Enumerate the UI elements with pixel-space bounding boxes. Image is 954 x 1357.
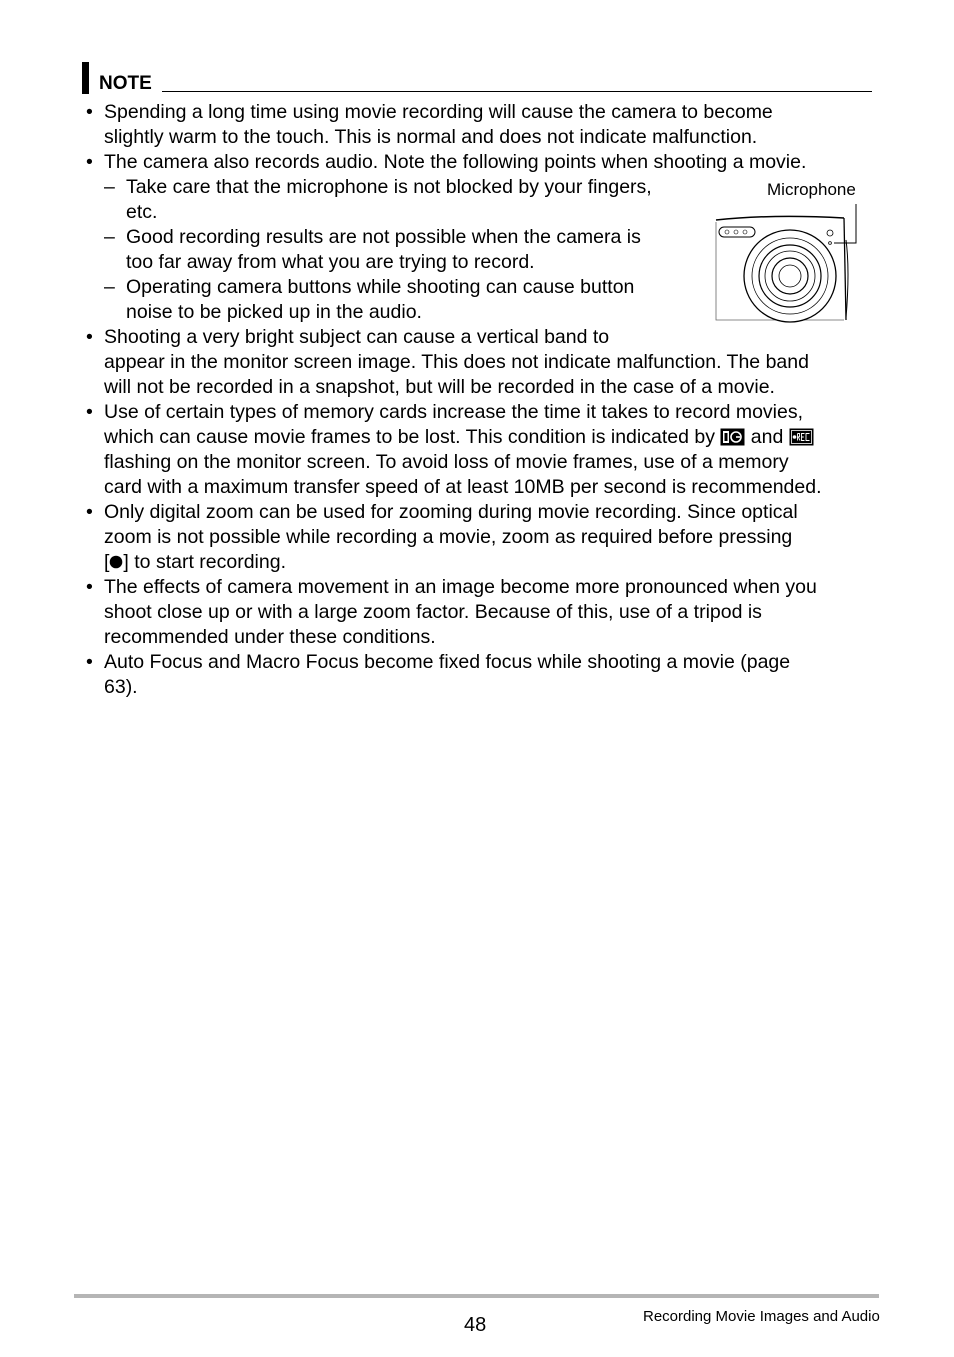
rec-icon — [789, 428, 814, 446]
bullet-4-line-4: card with a maximum transfer speed of at least 10MB per second is recommended. — [104, 476, 822, 498]
bullet-4-line-2-text: which can cause movie frames to be lost. This condition is indicated by — [104, 426, 715, 448]
dash-3-line-2: noise to be picked up in the audio. — [126, 301, 422, 323]
bullet-5-line-3 — [104, 550, 286, 575]
bullet-7-line-2: 63). — [104, 676, 138, 698]
bullet-6-line-3: recommended under these conditions. — [104, 626, 436, 648]
note-marker-bar — [82, 62, 89, 94]
bullet-4-line-1: Use of certain types of memory cards increase the time it takes to record movies, — [104, 401, 804, 423]
bullet-1-line-1: Spending a long time using movie recording will cause the camera to become — [104, 101, 773, 123]
bullet-5-line-1: Only digital zoom can be used for zooming during movie recording. Since optical — [104, 501, 798, 523]
dash-3-line-1: Operating camera buttons while shooting can cause button — [126, 276, 635, 298]
note-label: NOTE — [99, 73, 152, 94]
dash-2-line-2: too far away from what you are trying to record. — [126, 251, 535, 273]
bullet-7-line-1: Auto Focus and Macro Focus become fixed focus while shooting a movie (page — [104, 651, 791, 673]
note-rule — [162, 91, 872, 92]
bullet-2-line-1: The camera also records audio. Note the following points when shooting a movie. — [104, 151, 807, 173]
bullet-4-line-2 — [104, 425, 814, 450]
footer-section-title: Recording Movie Images and Audio — [643, 1308, 880, 1325]
dash-marker: – — [104, 176, 115, 198]
microphone-label: Microphone — [767, 180, 856, 199]
bullet-3-line-1: Shooting a very bright subject can cause a vertical band to — [104, 326, 610, 348]
bullet-5-line-2: zoom is not possible while recording a movie, zoom as required before pressing — [104, 526, 793, 548]
shutter-button-icon — [109, 554, 123, 570]
bullet-marker: • — [86, 501, 93, 523]
bullet-3-line-2: appear in the monitor screen image. This does not indicate malfunction. The band — [104, 351, 809, 373]
camera-illustration — [712, 200, 862, 326]
bracket-open: [ — [104, 551, 110, 573]
dash-1-line-2: etc. — [126, 201, 158, 223]
bullet-3-line-3: will not be recorded in a snapshot, but will be recorded in the case of a movie. — [104, 376, 775, 398]
bullet-marker: • — [86, 651, 93, 673]
bullet-marker: • — [86, 401, 93, 423]
dash-marker: – — [104, 226, 115, 248]
bullet-4-line-3: flashing on the monitor screen. To avoid loss of movie frames, use of a memory — [104, 451, 789, 473]
bullet-6-line-1: The effects of camera movement in an image become more pronounced when you — [104, 576, 817, 598]
bullet-marker: • — [86, 326, 93, 348]
dash-1-line-1: Take care that the microphone is not blocked by your fingers, — [126, 176, 652, 198]
note-header — [82, 62, 872, 96]
bullet-1-line-2: slightly warm to the touch. This is normal and does not indicate malfunction. — [104, 126, 758, 148]
page-number: 48 — [464, 1314, 487, 1336]
bullet-6-line-2: shoot close up or with a large zoom factor. Because of this, use of a tripod is — [104, 601, 762, 623]
dash-2-line-1: Good recording results are not possible when the camera is — [126, 226, 641, 248]
card-warning-icon — [720, 428, 745, 446]
bullet-5-line-3-text: ] to start recording. — [123, 551, 286, 573]
bullet-marker: • — [86, 151, 93, 173]
bullet-marker: • — [86, 101, 93, 123]
dash-marker: – — [104, 276, 115, 298]
bullet-marker: • — [86, 576, 93, 598]
bullet-4-and-text: and — [750, 426, 784, 448]
footer-rule — [74, 1294, 879, 1298]
